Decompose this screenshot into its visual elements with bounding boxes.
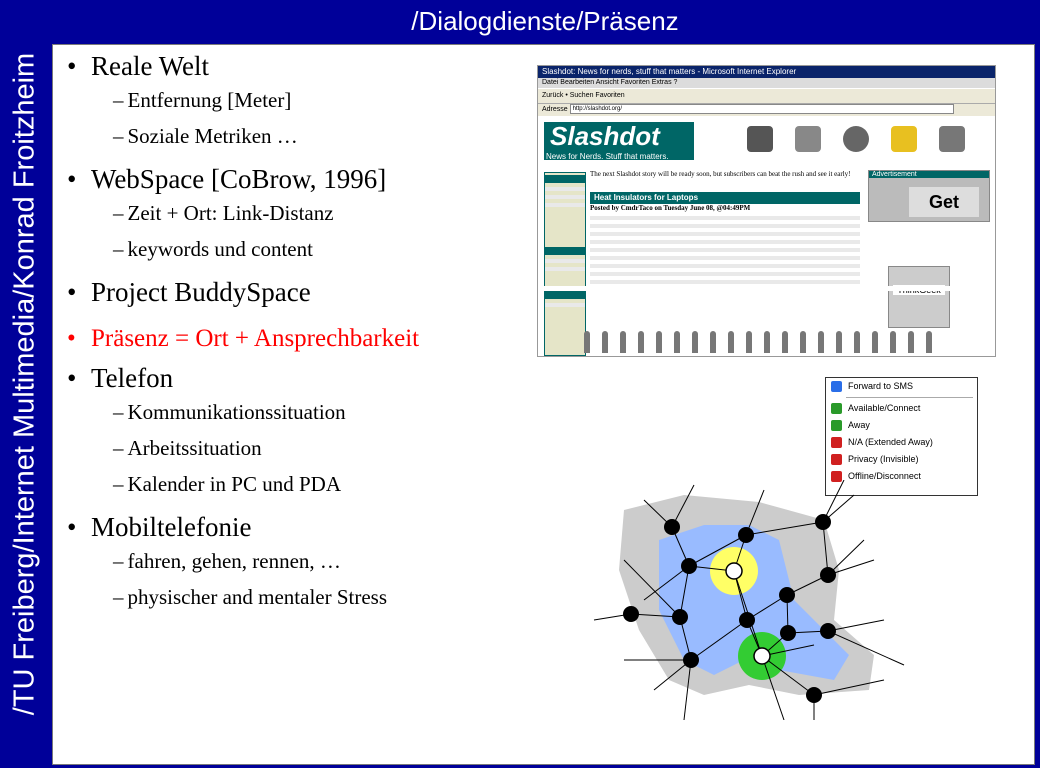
bullet-label: Project BuddySpace [91,277,311,307]
menu-item-label: Offline/Disconnect [848,471,921,481]
network-node [820,623,836,639]
sub-bullet: – fahren, gehen, rennen, … [113,549,341,573]
network-node [738,527,754,543]
advertisement-box [868,170,990,222]
sub-bullet: – physischer and mentaler Stress [113,585,388,609]
network-node [815,514,831,530]
sub-bullet: – Zeit + Ort: Link-Distanz [113,201,334,225]
sub-bullet-label: Kalender in PC und PDA [127,472,341,496]
network-node-self [726,563,742,579]
page-title: /Dialogdienste/Präsenz [411,6,679,36]
avatar-row [578,331,948,355]
network-node [681,558,697,574]
network-node [683,652,699,668]
network-node [779,587,795,603]
laptop-icon [747,126,773,152]
bullet-telefon: • Telefon [67,363,174,393]
slashdot-nav [544,172,586,356]
sub-bullet: – Kommunikationssituation [113,400,346,424]
bullet-praesenz: • Präsenz = Ort + Ansprechbarkeit [67,325,420,352]
bullet-label: WebSpace [CoBrow, 1996] [91,164,387,194]
sub-bullet-label: Soziale Metriken … [127,124,298,148]
sub-bullet-label: Zeit + Ort: Link-Distanz [127,201,334,225]
network-node [820,567,836,583]
slashdot-news [590,170,860,355]
menu-item-label: N/A (Extended Away) [848,437,933,447]
news-headline: Heat Insulators for Laptops [590,192,860,204]
sub-bullet: – Kalender in PC und PDA [113,472,341,496]
presence-menu [825,377,978,496]
slashdot-tagline: News for Nerds. Stuff that matters. [546,152,669,161]
address-label: Adresse [542,106,568,113]
bullet-mobiltelefonie: • Mobiltelefonie [67,512,252,542]
browser-address-bar [538,104,995,116]
bullet-label: Mobiltelefonie [91,512,252,542]
sub-bullet-label: fahren, gehen, rennen, … [127,549,341,573]
menu-item-away[interactable] [826,417,977,434]
network-node [806,687,822,703]
browser-title-bar: Slashdot: News for nerds, stuff that matters - Microsoft Internet Explorer [538,66,995,78]
bullet-label: Reale Welt [91,51,210,81]
robot-icon [939,126,965,152]
network-node [664,519,680,535]
browser-screenshot [537,65,996,357]
privacy-icon [831,454,842,465]
slashdot-logo: Slashdot [544,122,694,160]
network-node [623,606,639,622]
address-field: http://slashdot.org/ [570,104,954,114]
browser-toolbar: Zurück • Suchen Favoriten [538,88,995,104]
available-icon [831,403,842,414]
sms-icon [831,381,842,392]
network-node [739,612,755,628]
away-icon [831,420,842,431]
thinkgeek-box [888,266,950,328]
sidebar-title: /TU Freiberg/Internet Multimedia/Konrad Froitzheim [8,52,41,716]
sub-bullet: – Arbeitssituation [113,436,262,460]
sub-bullet-label: Entfernung [Meter] [127,88,292,112]
menu-item-label: Away [848,420,870,430]
bullet-reale-welt: • Reale Welt [67,51,210,81]
star-icon [891,126,917,152]
network-diagram [584,480,914,720]
menu-item-forward-sms[interactable] [826,378,977,395]
network-node-buddy [754,648,770,664]
bullet-webspace: • WebSpace [CoBrow, 1996] [67,164,387,194]
network-node [672,609,688,625]
menu-item-privacy[interactable] [826,451,977,468]
menu-item-label: Privacy (Invisible) [848,454,919,464]
sub-bullet-label: Kommunikationssituation [127,400,346,424]
bullet-label: Präsenz = Ort + Ansprechbarkeit [91,325,420,352]
sub-bullet: – Soziale Metriken … [113,124,298,148]
menu-item-available[interactable] [826,400,977,417]
ad-label: Advertisement [869,171,989,178]
sub-bullet-label: physischer and mentaler Stress [127,585,388,609]
menu-item-na[interactable] [826,434,977,451]
slide-content [52,44,1035,765]
sub-bullet: – Entfernung [Meter] [113,88,292,112]
slashdot-topic-icons [738,122,988,162]
justice-icon [795,126,821,152]
sidebar [0,0,50,768]
bullet-label: Telefon [91,363,174,393]
sub-bullet-label: Arbeitssituation [127,436,262,460]
menu-item-label: Available/Connect [848,403,921,413]
lock-icon [843,126,869,152]
news-byline: Posted by CmdrTaco on Tuesday June 08, @04:49PM [590,204,751,212]
na-icon [831,437,842,448]
bullet-buddyspace: • Project BuddySpace [67,277,311,307]
menu-item-label: Forward to SMS [848,381,914,391]
news-intro: The next Slashdot story will be ready soon, but subscribers can beat the rush and see it early! [590,170,851,178]
network-node [780,625,796,641]
browser-menu-bar: Datei Bearbeiten Ansicht Favoriten Extras ? [542,79,678,86]
sub-bullet: – keywords und content [113,237,313,261]
bullet-list [61,53,531,627]
sub-bullet-label: keywords und content [127,237,313,261]
ad-get-button: Get [909,187,979,217]
slashdot-page [538,116,995,356]
